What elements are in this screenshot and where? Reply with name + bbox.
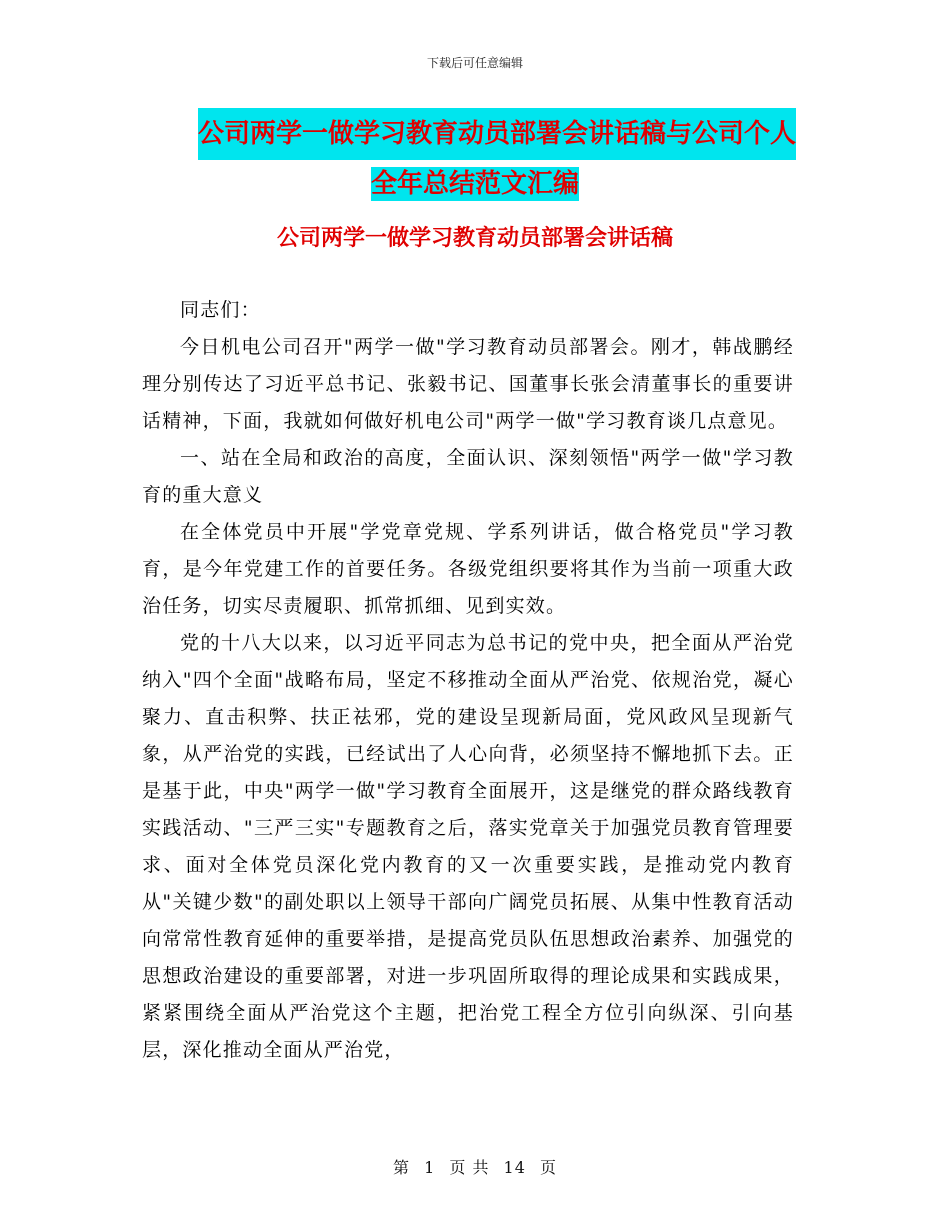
document-body [142,292,794,1069]
title-line-2: 全年总结范文汇编 [370,169,579,199]
paragraph: 在全体党员中开展"学党章党规、学系列讲话，做合格党员"学习教育，是今年党建工作的首要任务。各级党组织要将其作为当前一项重大政治任务，切实尽责履职、抓常抓细、见到实效。 [142,521,794,617]
header-note: 下载后可任意编辑 [426,56,523,70]
footer-middle: 页 共 [449,1158,490,1177]
paragraph-salutation: 同志们： [180,299,261,321]
footer-prefix: 第 [392,1158,410,1177]
footer-page-number: 1 [424,1158,436,1177]
paragraph: 今日机电公司召开"两学一做"学习教育动员部署会。刚才，韩战鹏经理分别传达了习近平总书记、张毅书记、国董事长张会清董事长的重要讲话精神，下面，我就如何做好机电公司"两学一做"学习教育谈几点意见。 [142,336,794,432]
footer-total-pages: 14 [503,1158,526,1177]
title-line-1: 公司两学一做学习教育动员部署会讲话稿与公司个人 [198,108,796,160]
document-title [0,108,950,208]
paragraph: 党的十八大以来，以习近平同志为总书记的党中央，把全面从严治党纳入"四个全面"战略布局，坚定不移推动全面从严治党、依规治党，凝心聚力、直击积弊、扶正祛邪，党的建设呈现新局面，党风政风呈现新气象，从严治党的实践，已经试出了人心向背，必须坚持不懈地抓下去。正是基于此，中央"两学一做"学习教育全面展开，这是继党的群众路线教育实践活动、"三严三实"专题教育之后，落实党章关于加强党员教育管理要求、面对全体党员深化党内教育的又一次重要实践，是推动党内教育从"关键少数"的副处职以上领导干部向广阔党员拓展、从集中性教育活动向常常性教育延伸的重要举措，是提高党员队伍思想政治素养、加强党的思想政治建设的重要部署，对进一步巩固所取得的理论成果和实践成果，紧紧围绕全面从严治党这个主题，把治党工程全方位引向纵深、引向基层，深化推动全面从严治党， [142,632,794,1061]
footer-suffix: 页 [540,1158,558,1177]
page-footer [0,1155,950,1178]
paragraph-heading: 一、站在全局和政治的高度，全面认识、深刻领悟"两学一做"学习教育的重大意义 [142,447,794,506]
section-title: 公司两学一做学习教育动员部署会讲话稿 [276,226,673,251]
